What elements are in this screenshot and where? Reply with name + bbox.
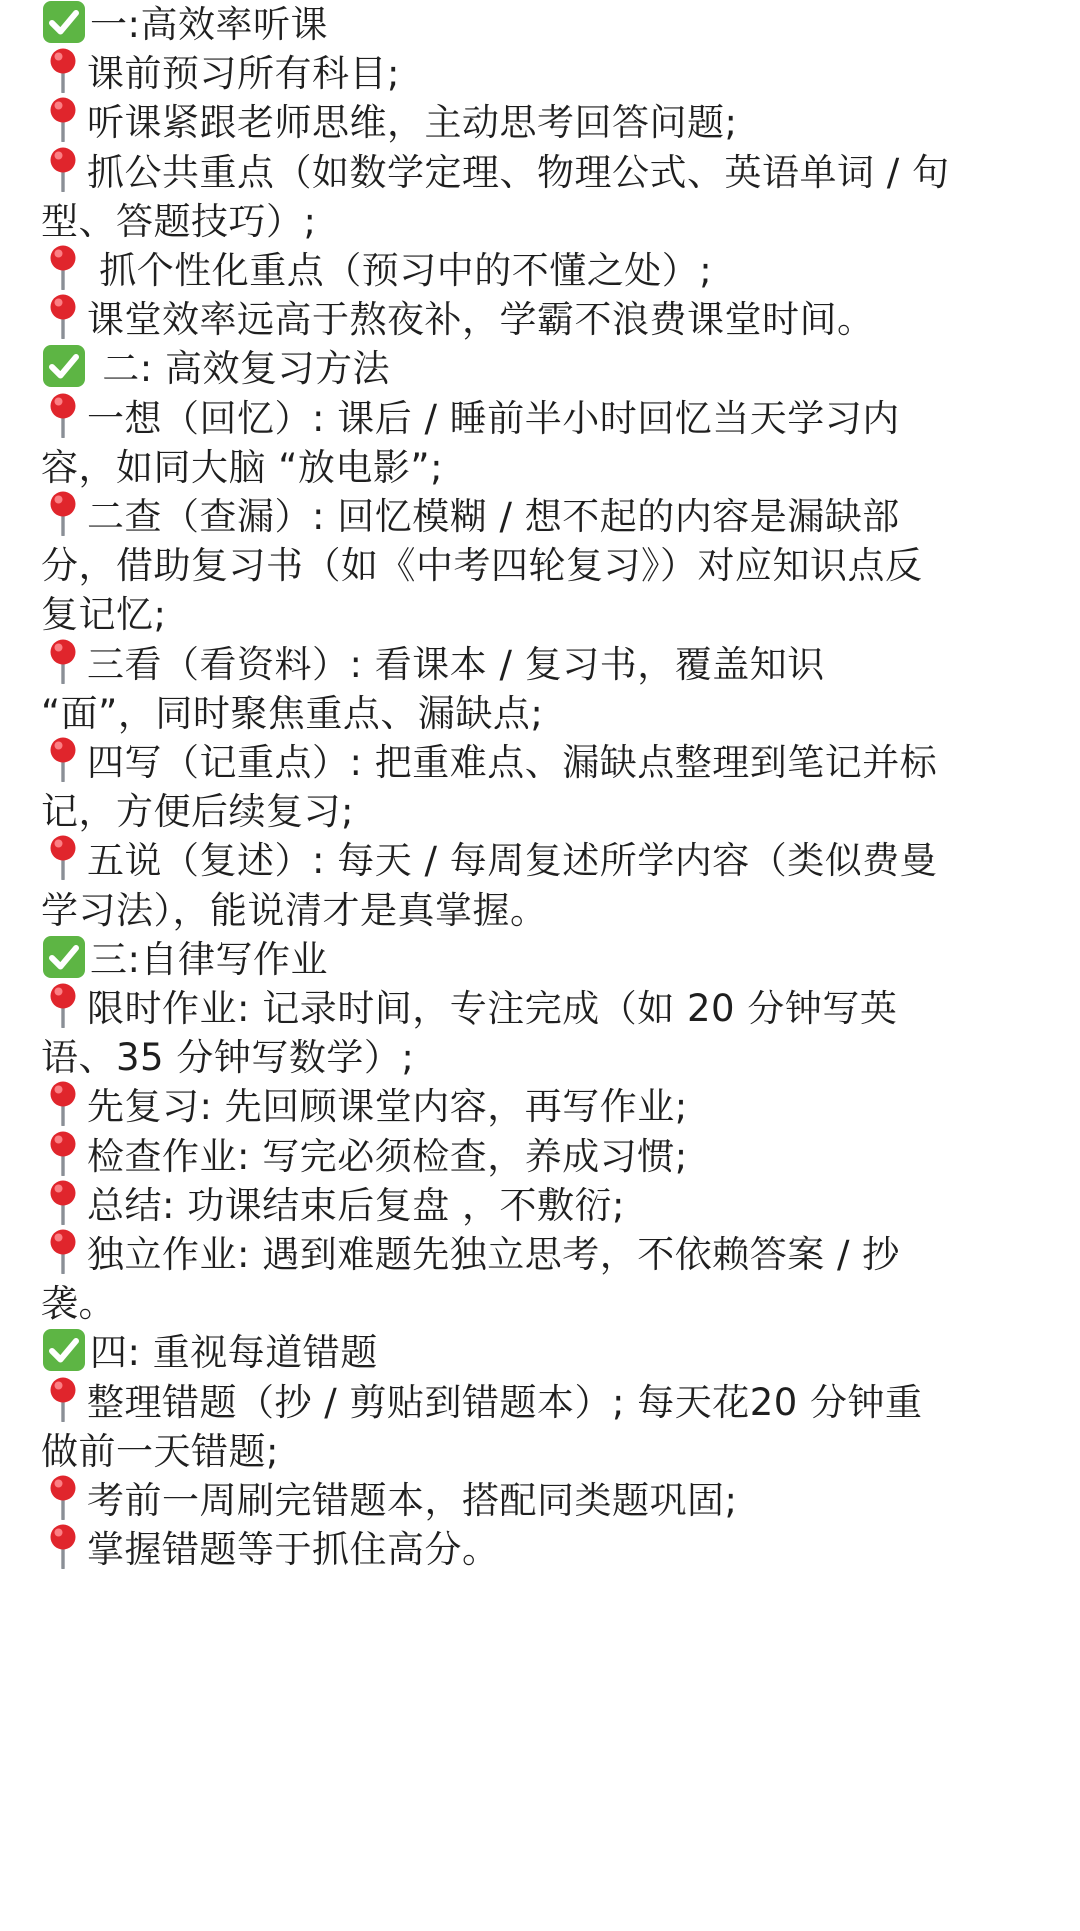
round-pushpin-icon	[41, 47, 85, 93]
round-pushpin-icon	[41, 1130, 85, 1176]
line-text: 抓个性化重点（预习中的不懂之处）;	[87, 249, 713, 292]
line-text: 二: 高效复习方法	[90, 347, 390, 391]
line-text: 三:自律写作业	[90, 937, 328, 981]
round-pushpin-icon	[41, 982, 85, 1028]
round-pushpin-icon	[41, 1080, 85, 1126]
round-pushpin-icon	[41, 1179, 85, 1225]
round-pushpin-icon	[41, 392, 85, 438]
round-pushpin-icon	[41, 490, 85, 536]
line-text: 限时作业: 记录时间，专注完成（如 20 分钟写英	[87, 987, 898, 1030]
line-text: 独立作业: 遇到难题先独立思考，不依赖答案 / 抄	[87, 1233, 900, 1276]
round-pushpin-icon	[41, 1474, 85, 1520]
round-pushpin-icon	[41, 146, 85, 192]
line-text: 听课紧跟老师思维，主动思考回答问题;	[87, 101, 738, 145]
round-pushpin-icon	[41, 736, 85, 782]
line-text: 考前一周刷完错题本，搭配同类题巩固;	[87, 1479, 738, 1522]
line-text: 五说（复述）: 每天 / 每周复述所学内容（类似费曼	[87, 839, 938, 883]
line-text: 课前预习所有科目;	[87, 52, 400, 96]
round-pushpin-icon	[41, 834, 85, 880]
line-text: 语、35 分钟写数学）;	[41, 1036, 415, 1080]
line-text: 四写（记重点）: 把重难点、漏缺点整理到笔记并标	[87, 741, 938, 784]
line-text: 先复习: 先回顾课堂内容，再写作业;	[87, 1085, 688, 1129]
bullet-line	[41, 1519, 1041, 1580]
round-pushpin-icon	[41, 96, 85, 142]
line-text: 型、答题技巧）;	[41, 199, 317, 243]
round-pushpin-icon	[41, 244, 85, 290]
line-text: 分，借助复习书（如《中考四轮复习》）对应知识点反	[41, 544, 923, 588]
line-text: 检查作业: 写完必须检查，养成习惯;	[87, 1134, 688, 1178]
line-text: 抓公共重点（如数学定理、物理公式、英语单词 / 句	[87, 150, 950, 194]
line-text: 三看（看资料）: 看课本 / 复习书，覆盖知识	[87, 642, 825, 686]
line-text: 整理错题（抄 / 剪贴到错题本）; 每天花20 分钟重	[87, 1380, 923, 1424]
round-pushpin-icon	[41, 1376, 85, 1422]
line-text: 一:高效率听课	[90, 3, 328, 46]
round-pushpin-icon	[41, 1228, 85, 1274]
check-mark-button-icon	[42, 935, 86, 979]
line-text: 掌握错题等于抓住高分。	[87, 1528, 500, 1572]
line-text: 记，方便后续复习;	[41, 790, 354, 834]
line-text: 容，如同大脑 “放电影”;	[41, 445, 444, 489]
line-text: 做前一天错题;	[41, 1429, 279, 1473]
line-text: 二查（查漏）: 回忆模糊 / 想不起的内容是漏缺部	[87, 495, 900, 538]
line-text: 复记忆;	[41, 593, 167, 637]
check-mark-button-icon	[42, 0, 86, 44]
round-pushpin-icon	[41, 638, 85, 684]
check-mark-button-icon	[42, 1328, 86, 1372]
line-text: 袭。	[41, 1282, 116, 1326]
round-pushpin-icon	[41, 293, 85, 339]
line-text: “面”，同时聚焦重点、漏缺点;	[41, 691, 544, 735]
line-text: 课堂效率远高于熬夜补，学霸不浪费课堂时间。	[87, 298, 875, 342]
line-text: 四: 重视每道错题	[90, 1331, 378, 1375]
line-text: 总结: 功课结束后复盘 ，不敷衍;	[87, 1183, 625, 1227]
check-mark-button-icon	[42, 344, 86, 388]
line-text: 一想（回忆）: 课后 / 睡前半小时回忆当天学习内	[87, 396, 900, 440]
line-text: 学习法），能说清才是真掌握。	[41, 888, 548, 932]
round-pushpin-icon	[41, 1523, 85, 1569]
